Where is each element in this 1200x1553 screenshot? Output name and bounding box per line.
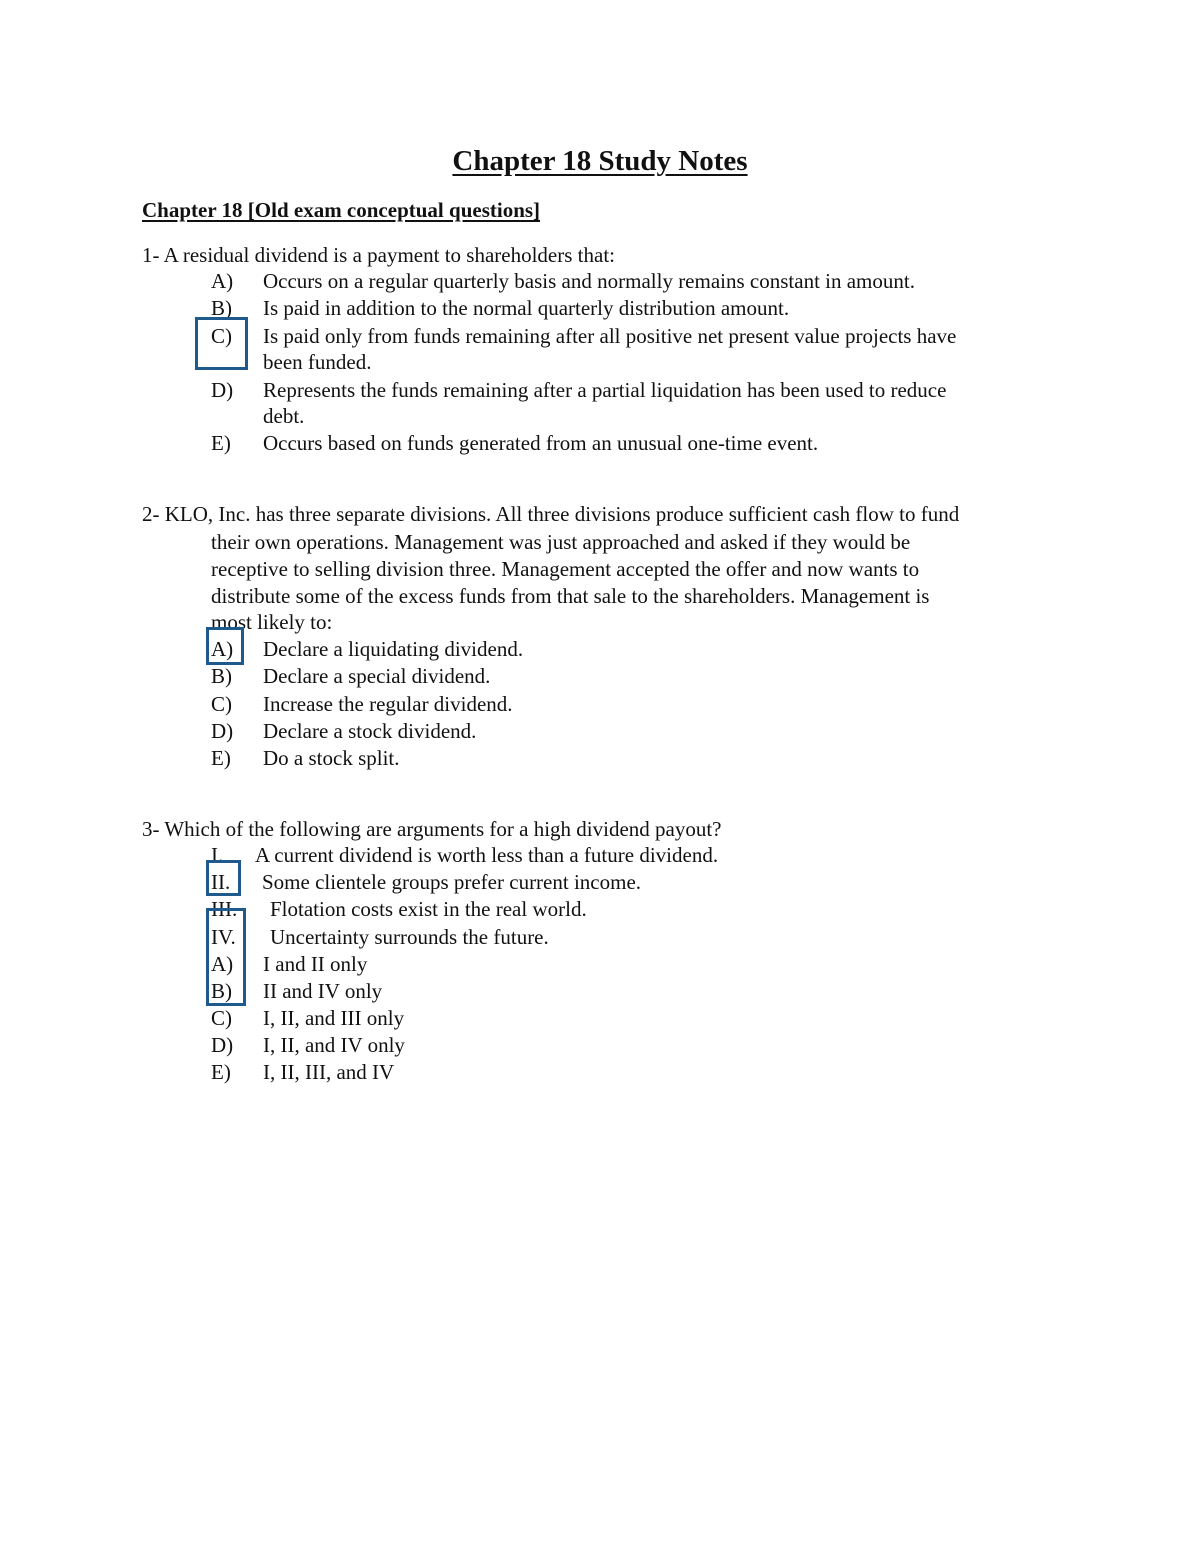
q1-option-b-letter: B) [211,296,232,320]
answer-mark-q2-a [206,627,244,665]
q2-option-d-text: Declare a stock dividend. [263,719,477,743]
q3-option-d-letter: D) [211,1033,234,1057]
q1-option-b-text: Is paid in addition to the normal quarterly distribution amount. [263,296,790,320]
question-2-stem-line-1: 2- KLO, Inc. has three separate divisions. All three divisions produce sufficient cash flow to fund [142,502,960,526]
q3-statement-iii-numeral: III. [211,897,238,921]
answer-mark-q3-iv-ab [206,908,246,1006]
document-title: Chapter 18 Study Notes [452,145,748,177]
q2-option-e-text: Do a stock split. [263,746,400,770]
question-1-stem: 1- A residual dividend is a payment to shareholders that: [142,243,615,267]
q3-option-e-letter: E) [211,1060,231,1084]
q3-statement-i-numeral: I. [211,843,224,867]
q3-statement-i-text: A current dividend is worth less than a future dividend. [255,843,719,867]
q3-option-d-text: I, II, and IV only [263,1033,405,1057]
question-2-stem-line-4: distribute some of the excess funds from that sale to the shareholders. Management is [211,584,930,608]
q1-option-d-text-line-1: Represents the funds remaining after a partial liquidation has been used to reduce [263,378,947,402]
question-2-stem-line-5: most likely to: [211,610,333,634]
question-3-stem: 3- Which of the following are arguments for a high dividend payout? [142,817,722,841]
q3-statement-iii-text: Flotation costs exist in the real world. [270,897,587,921]
q1-option-e-text: Occurs based on funds generated from an unusual one-time event. [263,431,819,455]
q1-option-a-letter: A) [211,269,234,293]
q3-statement-ii-numeral: II. [211,870,231,894]
q3-statement-iv-numeral: IV. [211,925,236,949]
q2-option-c-text: Increase the regular dividend. [263,692,513,716]
section-heading: Chapter 18 [Old exam conceptual questions] [142,198,541,222]
answer-mark-q3-ii [206,860,241,896]
q1-option-e-letter: E) [211,431,231,455]
q2-option-b-text: Declare a special dividend. [263,664,491,688]
q2-option-a-text: Declare a liquidating dividend. [263,637,524,661]
q3-option-a-letter: A) [211,952,234,976]
q3-option-b-letter: B) [211,979,232,1003]
q3-option-c-letter: C) [211,1006,232,1030]
q3-statement-ii-text: Some clientele groups prefer current income. [262,870,642,894]
q2-option-d-letter: D) [211,719,234,743]
question-2-stem-line-2: their own operations. Management was just approached and asked if they would be [211,530,911,554]
q3-option-c-text: I, II, and III only [263,1006,405,1030]
q2-option-e-letter: E) [211,746,231,770]
q1-option-a-text: Occurs on a regular quarterly basis and normally remains constant in amount. [263,269,915,293]
q1-option-d-text-line-2: debt. [263,404,305,428]
q1-option-c-text-line-1: Is paid only from funds remaining after all positive net present value projects have [263,324,957,348]
q1-option-c-letter: C) [211,324,232,348]
q1-option-d-letter: D) [211,378,234,402]
q2-option-b-letter: B) [211,664,232,688]
q1-option-c-text-line-2: been funded. [263,350,372,374]
answer-mark-q1-c [195,317,248,370]
question-2-stem-line-3: receptive to selling division three. Management accepted the offer and now wants to [211,557,920,581]
q2-option-a-letter: A) [211,637,234,661]
q3-option-b-text: II and IV only [263,979,383,1003]
q2-option-c-letter: C) [211,692,232,716]
q3-statement-iv-text: Uncertainty surrounds the future. [270,925,549,949]
q3-option-a-text: I and II only [263,952,368,976]
q3-option-e-text: I, II, III, and IV [263,1060,395,1084]
